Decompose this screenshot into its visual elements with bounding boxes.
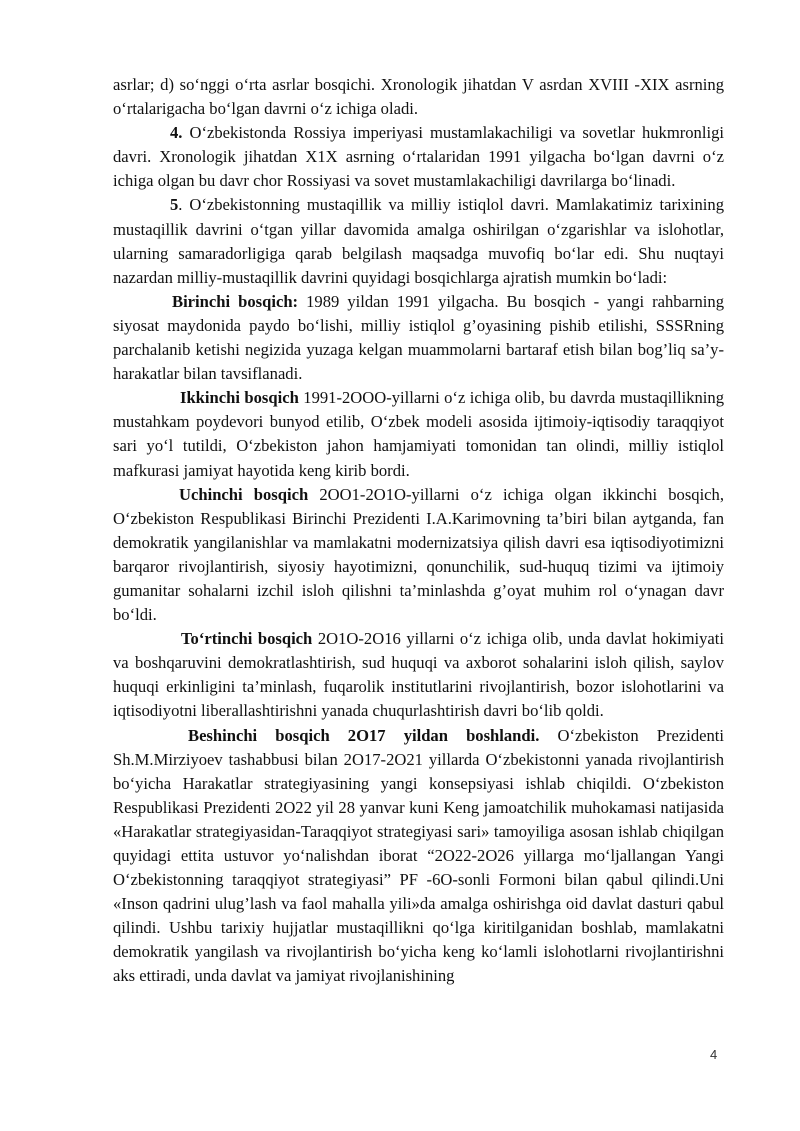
paragraph-text: 1989 yildan 1991 yilgacha. Bu bosqich - yangi rahbarning siyosat maydonida paydo bo‘lishi, milliy istiqlol g’oyasining pishib etilishi, SSSRning parchalanib ketishi negizida yuzaga kelgan muammolarni bartaraf etish bilan bog’liq sa’y-harakatlar bilan tavsiflanadi. xyxy=(113,291,724,384)
paragraph-lead: Birinchi bosqich: xyxy=(172,291,299,311)
paragraph-stage-1 xyxy=(113,290,724,386)
paragraph-stage-4 xyxy=(113,627,724,723)
paragraph-text: 2OO1-2O1O-yillarni o‘z ichiga olgan ikkinchi bosqich, O‘zbekiston Respublikasi Birinchi Prezidenti I.A.Karimovning ta’biri bilan aytganda, fan demokratik yangilanishlar va mamlakatni modernizatsiya qilish davri esa iqtisodiyotimizni barqaror rivojlantirish, siyosiy hayotimizni, qonunchilik, sud-huquq tizimi va ijtimoiy gumanitar sohalarni izchil isloh qilishni ta’minlashda g’oyat muhim rol o‘ynagan davr bo‘ldi. xyxy=(113,484,724,625)
paragraph-text: . O‘zbekistonning mustaqillik va milliy istiqlol davri. Mamlakatimiz tarixining mustaqillik davrini o‘tgan yillar davomida amalga oshirilgan o‘zgarishlar va islohotlar, ularning samaradorligiga qarab belgilash maqsadga muvofiq bo‘lar edi. Shu nuqtayi nazardan milliy-mustaqillik davrini quyidagi bosqichlarga ajratish mumkin bo‘ladi: xyxy=(113,195,724,287)
paragraph-lead: To‘rtinchi bosqich xyxy=(181,629,313,649)
paragraph-stage-5 xyxy=(113,724,724,989)
paragraph-period-5 xyxy=(113,193,724,289)
paragraph-text: O‘zbekistonda Rossiya imperiyasi mustamlakachiligi va sovetlar hukmronligi davri. Xronologik jihatdan X1X asrning o‘rtalaridan 1991 yilgacha bo‘lgan davrni o‘z ichiga olgan bu davr chor Rossiyasi va sovet mustamlakachiligi davrilarga bo‘linadi. xyxy=(113,123,724,191)
page-body xyxy=(113,73,724,989)
paragraph-continuation: asrlar; d) so‘nggi o‘rta asrlar bosqichi. Xronologik jihatdan V asrdan XVIII -XIX asrning o‘rtalarigacha bo‘lgan davrni o‘z ichiga oladi. xyxy=(113,75,724,119)
paragraph-lead: 4. xyxy=(170,123,183,143)
paragraph-period-4 xyxy=(113,121,724,193)
paragraph-text: O‘zbekiston Prezidenti Sh.M.Mirziyoev tashabbusi bilan 2O17-2O21 yillarda O‘zbekistonni yanada rivojlantirish bo‘yicha Harakatlar strategiyasining yangi konsepsiyasi ishlab chiqildi. O‘zbekiston Respublikasi Prezidenti 2O22 yil 28 yanvar kuni Keng jamoatchilik muhokamasi natijasida «Harakatlar strategiyasidan-Taraqqiyot strategiyasi sari» tamoyiliga asosan ishlab chiqilgan quyidagi ettita ustuvor yo‘nalishdan iborat “2O22-2O26 yillarga mo‘ljallangan Yangi O‘zbekistonning taraqqiyot strategiyasi” PF -6O-sonli Formoni bilan qabul qilindi.Uni «Inson qadrini ulug’lash va faol mahalla yili»da amalga oshirishga oid davlat dasturi qabul qilindi. Ushbu tarixiy hujjatlar mustaqillikni qo‘lga kiritilganidan boshlab, mamlakatni demokratik yangilash va rivojlantirish bo‘yicha keng ko‘lamli islohotlarni rivojlantirishni aks ettiradi, unda davlat va jamiyat rivojlanishining xyxy=(113,725,724,986)
page-number: 4 xyxy=(710,1047,718,1062)
paragraph-text: 2O1O-2O16 yillarni o‘z ichiga olib, unda davlat hokimiyati va boshqaruvini demokratlashtirish, sud huquqi va axborot sohalarini isloh qilish, saylov huquqi erkinligini ta’minlash, fuqarolik institutlarini rivojlantirish, bozor islohotlarini va iqtisodiyotni liberallashtirishni yanada chuqurlashtirish davri bo‘lib qoldi. xyxy=(113,629,724,721)
paragraph-lead: Ikkinchi bosqich xyxy=(180,388,299,408)
paragraph-stage-3 xyxy=(113,483,724,628)
paragraph-lead: Beshinchi bosqich 2O17 yildan boshlandi. xyxy=(188,725,540,745)
paragraph-lead: Uchinchi bosqich xyxy=(179,484,309,504)
paragraph-lead: 5 xyxy=(170,195,179,215)
paragraph-text: 1991-2OOO-yillarni o‘z ichiga olib, bu davrda mustaqillikning mustahkam poydevori bunyod etilib, O‘zbek modeli asosida ijtimoiy-iqtisodiy taraqqiyot sari yo‘l tutildi, O‘zbekiston jahon hamjamiyati tomonidan tan olindi, milliy istiqlol mafkurasi jamiyat hayotida keng kirib bordi. xyxy=(113,388,724,480)
paragraph-stage-2 xyxy=(113,386,724,482)
